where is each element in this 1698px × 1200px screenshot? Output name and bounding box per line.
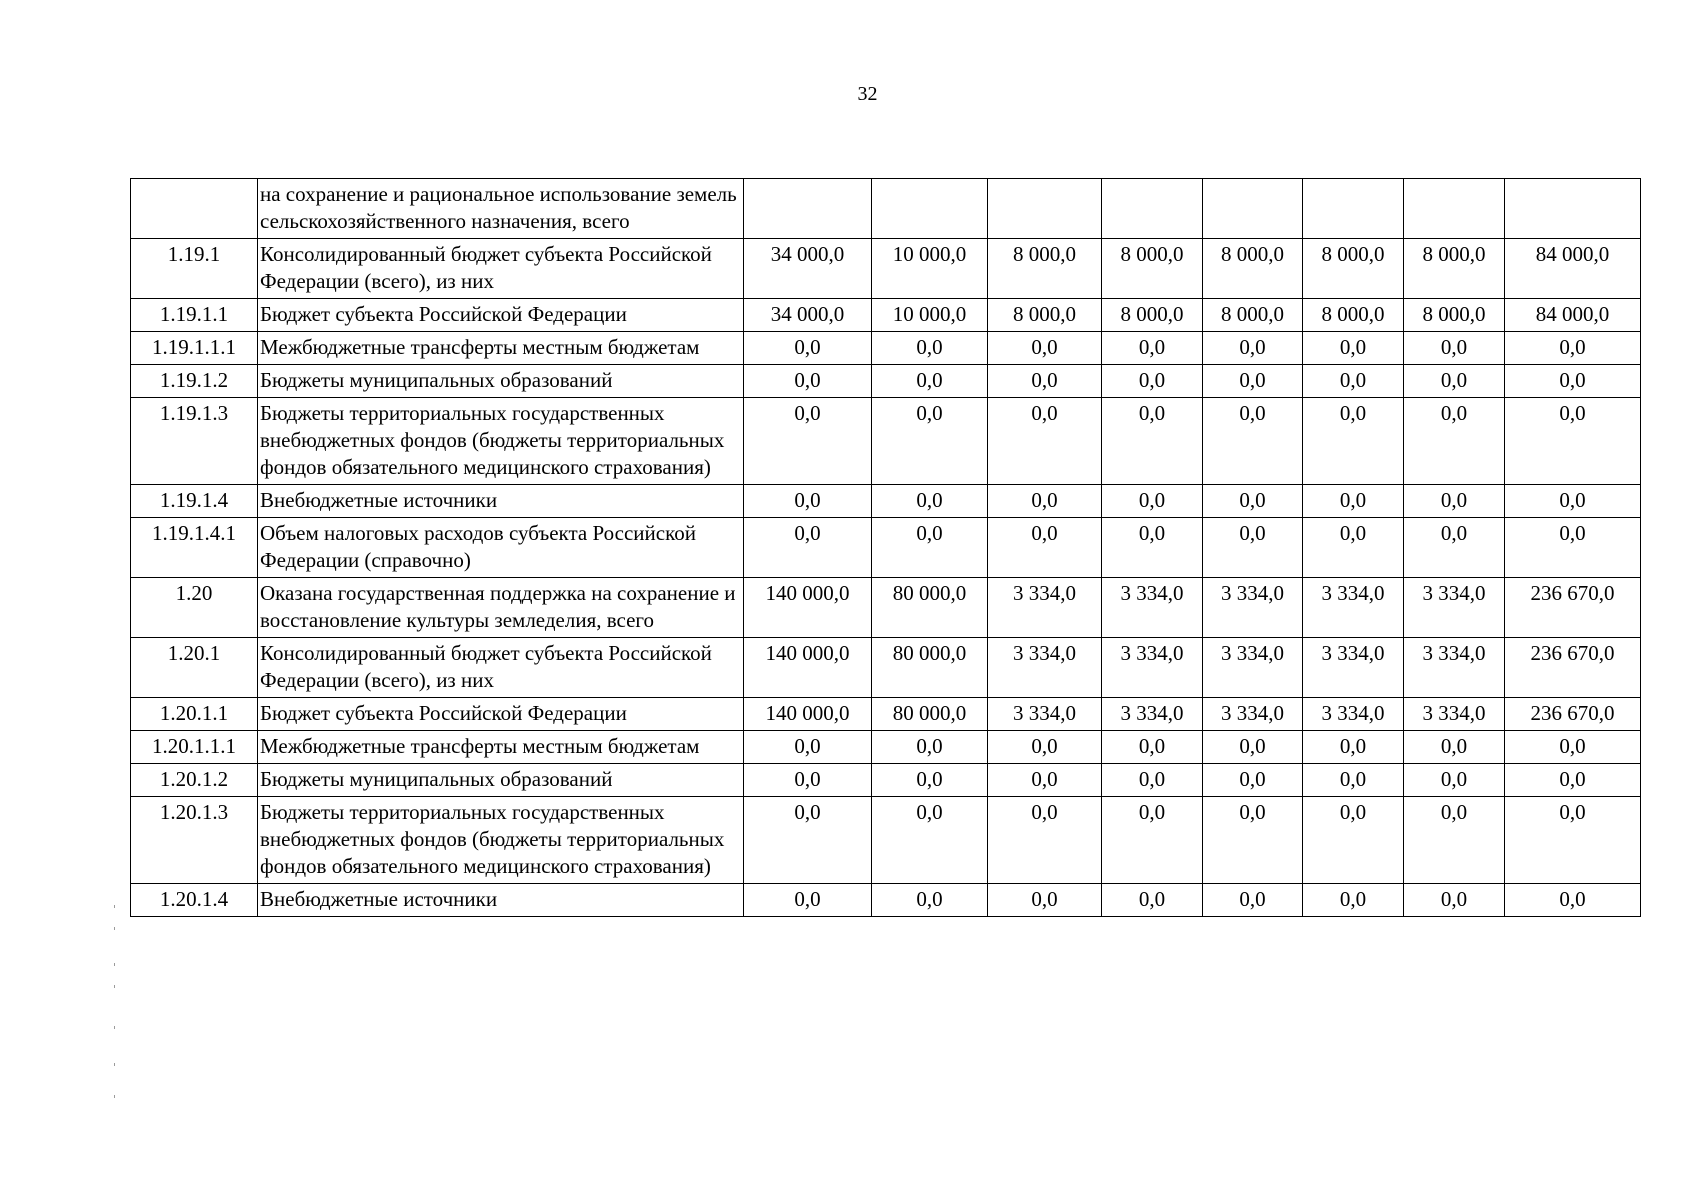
value-cell: 0,0 xyxy=(1303,518,1404,578)
row-number: 1.20.1 xyxy=(131,638,258,698)
value-cell: 0,0 xyxy=(1203,398,1303,485)
table-row xyxy=(131,884,1641,917)
row-description: Бюджеты территориальных государственных внебюджетных фондов (бюджеты территориальных фондов обязательного медицинского страхования) xyxy=(258,797,744,884)
row-number: 1.19.1.4.1 xyxy=(131,518,258,578)
table-row xyxy=(131,332,1641,365)
value-cell: 3 334,0 xyxy=(1102,698,1203,731)
table-row xyxy=(131,299,1641,332)
row-number: 1.20.1.4 xyxy=(131,884,258,917)
row-number: 1.19.1.2 xyxy=(131,365,258,398)
page-number: 32 xyxy=(857,83,878,105)
value-cell: 0,0 xyxy=(872,731,988,764)
value-cell: 0,0 xyxy=(988,398,1102,485)
value-cell: 8 000,0 xyxy=(1102,239,1203,299)
value-cell: 8 000,0 xyxy=(1404,239,1505,299)
value-cell: 3 334,0 xyxy=(1303,578,1404,638)
value-cell: 0,0 xyxy=(1404,797,1505,884)
value-cell: 0,0 xyxy=(1505,332,1641,365)
value-cell: 8 000,0 xyxy=(1303,239,1404,299)
value-cell: 0,0 xyxy=(988,332,1102,365)
value-cell: 0,0 xyxy=(872,884,988,917)
value-cell: 0,0 xyxy=(1102,884,1203,917)
value-cell: 0,0 xyxy=(1303,365,1404,398)
value-cell: 3 334,0 xyxy=(1102,638,1203,698)
value-cell: 3 334,0 xyxy=(988,578,1102,638)
row-description: на сохранение и рациональное использование земель сельскохозяйственного назначения, всего xyxy=(258,179,744,239)
table-body xyxy=(131,179,1641,917)
value-cell: 8 000,0 xyxy=(1203,299,1303,332)
value-cell: 0,0 xyxy=(1102,332,1203,365)
value-cell: 0,0 xyxy=(1203,365,1303,398)
row-description: Бюджет субъекта Российской Федерации xyxy=(258,698,744,731)
value-cell: 0,0 xyxy=(988,365,1102,398)
value-cell: 34 000,0 xyxy=(744,299,872,332)
value-cell: 0,0 xyxy=(1505,398,1641,485)
table-row xyxy=(131,764,1641,797)
value-cell: 0,0 xyxy=(1303,884,1404,917)
value-cell: 3 334,0 xyxy=(1203,638,1303,698)
value-cell: 0,0 xyxy=(744,485,872,518)
value-cell: 0,0 xyxy=(1505,485,1641,518)
value-cell: 0,0 xyxy=(872,518,988,578)
value-cell: 0,0 xyxy=(1102,398,1203,485)
value-cell: 0,0 xyxy=(1203,518,1303,578)
value-cell: 0,0 xyxy=(1102,485,1203,518)
table-row xyxy=(131,239,1641,299)
row-description: Бюджет субъекта Российской Федерации xyxy=(258,299,744,332)
value-cell: 84 000,0 xyxy=(1505,239,1641,299)
table-row xyxy=(131,485,1641,518)
value-cell xyxy=(744,179,872,239)
value-cell: 0,0 xyxy=(1203,332,1303,365)
value-cell: 0,0 xyxy=(1102,731,1203,764)
value-cell: 0,0 xyxy=(1404,884,1505,917)
table-row xyxy=(131,398,1641,485)
value-cell: 3 334,0 xyxy=(1203,698,1303,731)
value-cell: 0,0 xyxy=(744,518,872,578)
value-cell: 3 334,0 xyxy=(1203,578,1303,638)
value-cell: 0,0 xyxy=(1505,884,1641,917)
row-number: 1.19.1 xyxy=(131,239,258,299)
value-cell: 34 000,0 xyxy=(744,239,872,299)
value-cell: 0,0 xyxy=(744,365,872,398)
value-cell: 0,0 xyxy=(1203,764,1303,797)
value-cell xyxy=(1203,179,1303,239)
row-description: Объем налоговых расходов субъекта Российской Федерации (справочно) xyxy=(258,518,744,578)
value-cell: 10 000,0 xyxy=(872,239,988,299)
value-cell: 0,0 xyxy=(1404,398,1505,485)
value-cell: 0,0 xyxy=(1102,797,1203,884)
value-cell xyxy=(1303,179,1404,239)
value-cell: 0,0 xyxy=(1404,764,1505,797)
value-cell: 236 670,0 xyxy=(1505,578,1641,638)
value-cell: 3 334,0 xyxy=(1102,578,1203,638)
value-cell: 0,0 xyxy=(872,764,988,797)
row-number: 1.20.1.1.1 xyxy=(131,731,258,764)
table-row xyxy=(131,365,1641,398)
value-cell: 0,0 xyxy=(1303,764,1404,797)
value-cell: 0,0 xyxy=(1505,365,1641,398)
table-row xyxy=(131,578,1641,638)
value-cell: 0,0 xyxy=(872,485,988,518)
value-cell: 0,0 xyxy=(1203,797,1303,884)
table-row xyxy=(131,518,1641,578)
value-cell: 3 334,0 xyxy=(1303,698,1404,731)
value-cell: 0,0 xyxy=(1505,764,1641,797)
value-cell: 140 000,0 xyxy=(744,698,872,731)
value-cell: 8 000,0 xyxy=(988,299,1102,332)
value-cell: 8 000,0 xyxy=(1404,299,1505,332)
value-cell: 80 000,0 xyxy=(872,578,988,638)
value-cell: 0,0 xyxy=(1404,485,1505,518)
value-cell: 8 000,0 xyxy=(1102,299,1203,332)
value-cell: 3 334,0 xyxy=(1404,698,1505,731)
value-cell: 0,0 xyxy=(1303,731,1404,764)
value-cell: 3 334,0 xyxy=(1303,638,1404,698)
value-cell: 0,0 xyxy=(872,797,988,884)
value-cell: 0,0 xyxy=(988,518,1102,578)
row-number: 1.19.1.1 xyxy=(131,299,258,332)
value-cell: 0,0 xyxy=(744,332,872,365)
row-number: 1.20.1.1 xyxy=(131,698,258,731)
value-cell xyxy=(872,179,988,239)
value-cell: 3 334,0 xyxy=(988,638,1102,698)
value-cell: 0,0 xyxy=(1303,398,1404,485)
value-cell: 8 000,0 xyxy=(1203,239,1303,299)
value-cell: 0,0 xyxy=(988,797,1102,884)
value-cell: 0,0 xyxy=(1102,518,1203,578)
value-cell xyxy=(1102,179,1203,239)
value-cell xyxy=(988,179,1102,239)
value-cell: 0,0 xyxy=(1303,332,1404,365)
row-description: Внебюджетные источники xyxy=(258,485,744,518)
value-cell: 0,0 xyxy=(1303,797,1404,884)
value-cell: 3 334,0 xyxy=(1404,578,1505,638)
table-row xyxy=(131,797,1641,884)
value-cell: 0,0 xyxy=(988,731,1102,764)
value-cell: 80 000,0 xyxy=(872,638,988,698)
value-cell: 0,0 xyxy=(872,332,988,365)
row-description: Внебюджетные источники xyxy=(258,884,744,917)
value-cell: 10 000,0 xyxy=(872,299,988,332)
row-number: 1.20.1.3 xyxy=(131,797,258,884)
value-cell: 0,0 xyxy=(988,884,1102,917)
value-cell: 0,0 xyxy=(744,797,872,884)
row-number: 1.20 xyxy=(131,578,258,638)
value-cell: 0,0 xyxy=(1505,797,1641,884)
value-cell: 3 334,0 xyxy=(1404,638,1505,698)
row-number: 1.20.1.2 xyxy=(131,764,258,797)
row-description: Межбюджетные трансферты местным бюджетам xyxy=(258,731,744,764)
value-cell: 0,0 xyxy=(988,764,1102,797)
value-cell: 8 000,0 xyxy=(988,239,1102,299)
value-cell: 140 000,0 xyxy=(744,638,872,698)
value-cell: 0,0 xyxy=(1404,365,1505,398)
value-cell: 236 670,0 xyxy=(1505,698,1641,731)
value-cell: 0,0 xyxy=(1203,485,1303,518)
value-cell: 84 000,0 xyxy=(1505,299,1641,332)
budget-table xyxy=(130,178,1641,917)
value-cell: 236 670,0 xyxy=(1505,638,1641,698)
value-cell: 0,0 xyxy=(1203,731,1303,764)
value-cell: 0,0 xyxy=(744,731,872,764)
row-number: 1.19.1.4 xyxy=(131,485,258,518)
value-cell: 0,0 xyxy=(1505,518,1641,578)
value-cell: 0,0 xyxy=(1102,365,1203,398)
row-description: Бюджеты территориальных государственных внебюджетных фондов (бюджеты территориальных фондов обязательного медицинского страхования) xyxy=(258,398,744,485)
value-cell xyxy=(1404,179,1505,239)
value-cell: 0,0 xyxy=(1102,764,1203,797)
value-cell: 3 334,0 xyxy=(988,698,1102,731)
value-cell: 0,0 xyxy=(988,485,1102,518)
table-row xyxy=(131,698,1641,731)
row-description: Оказана государственная поддержка на сохранение и восстановление культуры земледелия, всего xyxy=(258,578,744,638)
row-number xyxy=(131,179,258,239)
value-cell: 0,0 xyxy=(744,764,872,797)
value-cell: 0,0 xyxy=(1203,884,1303,917)
table-row xyxy=(131,179,1641,239)
row-number: 1.19.1.1.1 xyxy=(131,332,258,365)
value-cell: 0,0 xyxy=(1505,731,1641,764)
value-cell: 0,0 xyxy=(1404,518,1505,578)
value-cell: 0,0 xyxy=(872,398,988,485)
row-description: Консолидированный бюджет субъекта Российской Федерации (всего), из них xyxy=(258,239,744,299)
row-description: Консолидированный бюджет субъекта Российской Федерации (всего), из них xyxy=(258,638,744,698)
table-row xyxy=(131,638,1641,698)
value-cell: 0,0 xyxy=(1404,332,1505,365)
row-description: Бюджеты муниципальных образований xyxy=(258,365,744,398)
value-cell: 0,0 xyxy=(872,365,988,398)
value-cell: 0,0 xyxy=(1404,731,1505,764)
value-cell: 0,0 xyxy=(1303,485,1404,518)
table-row xyxy=(131,731,1641,764)
row-description: Бюджеты муниципальных образований xyxy=(258,764,744,797)
scan-margin-specks xyxy=(112,905,118,1105)
row-description: Межбюджетные трансферты местным бюджетам xyxy=(258,332,744,365)
value-cell xyxy=(1505,179,1641,239)
value-cell: 140 000,0 xyxy=(744,578,872,638)
row-number: 1.19.1.3 xyxy=(131,398,258,485)
value-cell: 80 000,0 xyxy=(872,698,988,731)
value-cell: 0,0 xyxy=(744,884,872,917)
value-cell: 8 000,0 xyxy=(1303,299,1404,332)
value-cell: 0,0 xyxy=(744,398,872,485)
